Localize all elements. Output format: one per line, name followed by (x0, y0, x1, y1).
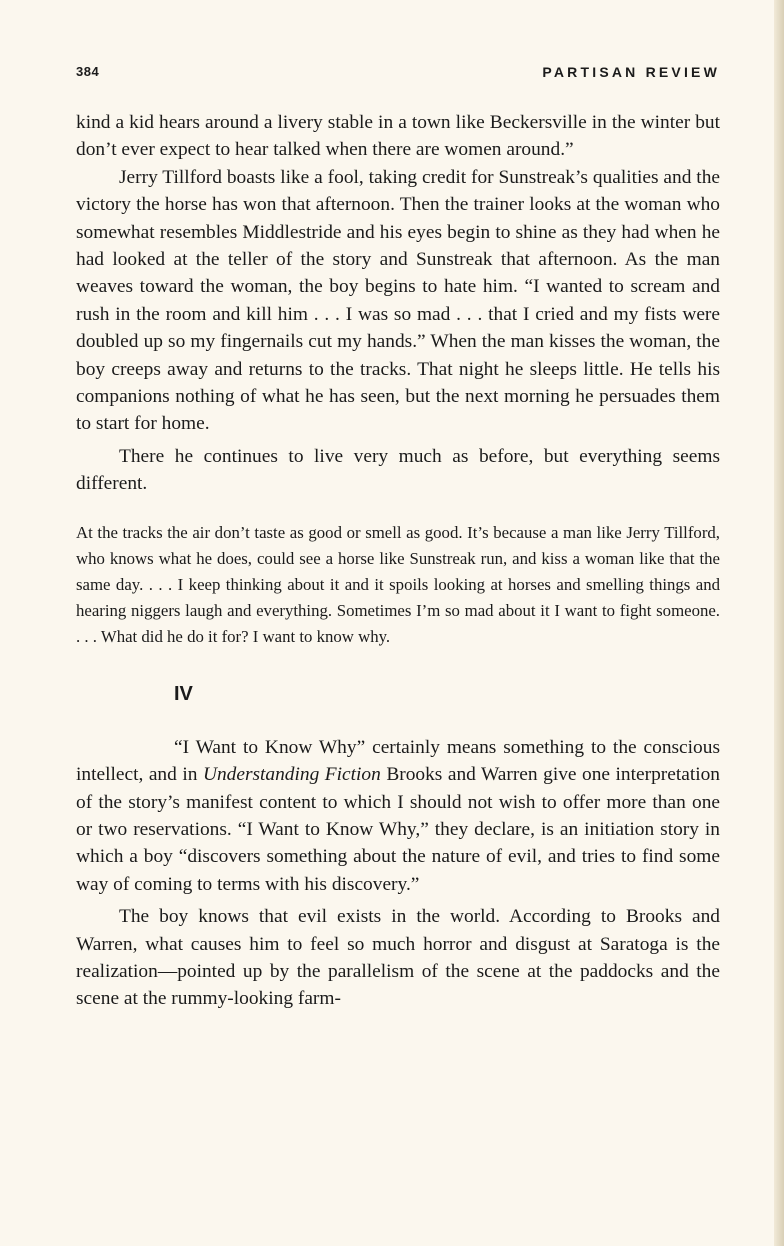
paragraph-i-want-to-know-why (76, 734, 720, 898)
running-head: PARTISAN REVIEW (542, 64, 720, 80)
page-number: 384 (76, 64, 100, 79)
block-quote: At the tracks the air don’t taste as good or smell as good. It’s because a man like Jerry Tillford, who knows what he does, could see a horse like Sunstreak run, and kiss a woman like that the same day. . . . I keep thinking about it and it spoils looking at horses and smelling things and hearing niggers laugh and everything. Sometimes I’m so mad about it I want to fight someone. . . . What did he do it for? I want to know why. (76, 522, 720, 646)
paragraph-continued: kind a kid hears around a livery stable in a town like Beckersville in the winter but don’t ever expect to hear talked when there are women around.” (76, 112, 720, 161)
book-title-italic: Understanding Fiction (202, 764, 381, 786)
paragraph-the-boy-knows: The boy knows that evil exists in the world. According to Brooks and Warren, what causes him to feel so much horror and disgust at Saratoga is the realization—pointed up by the parallelism of the scene at the paddocks and the scene at the rummy-looking farm- (76, 906, 720, 1010)
page-header (76, 64, 720, 84)
section-heading: IV (174, 682, 193, 705)
paragraph-text-part: Brooks and Warren give one interpretation of the story’s manifest content to which I should not wish to offer more than one or two reservations. “I Want to Know Why,” they declare, is an initiation story in which a boy “discovers something about the nature of evil, and tries to find some way of coming to terms with his discovery.” (76, 764, 720, 895)
paragraph-jerry-tillford: Jerry Tillford boasts like a fool, taking credit for Sunstreak’s qualities and the victory the horse has won that afternoon. Then the trainer looks at the woman who somewhat resembles Middlestride and his eyes begin to shine as they had when he had looked at the teller of the story and Sunstreak that afternoon. As the man weaves toward the woman, the boy begins to hate him. “I wanted to scream and rush in the room and kill him . . . I was so mad . . . that I cried and my fists were doubled up so my fingernails cut my hands.” When the man kisses the woman, the boy creeps away and returns to the tracks. That night he sleeps little. He tells his companions nothing of what he has seen, but the next morning he persuades them to start for home. (76, 166, 720, 435)
paragraph-there-he-continues: There he continues to live very much as before, but everything seems different. (76, 445, 720, 495)
page-spine-shadow (774, 0, 784, 1246)
page-body (76, 109, 720, 1013)
paragraph-text-part: “I Want to Know Why” certainly means something to the conscious intellect, and in (76, 736, 720, 786)
